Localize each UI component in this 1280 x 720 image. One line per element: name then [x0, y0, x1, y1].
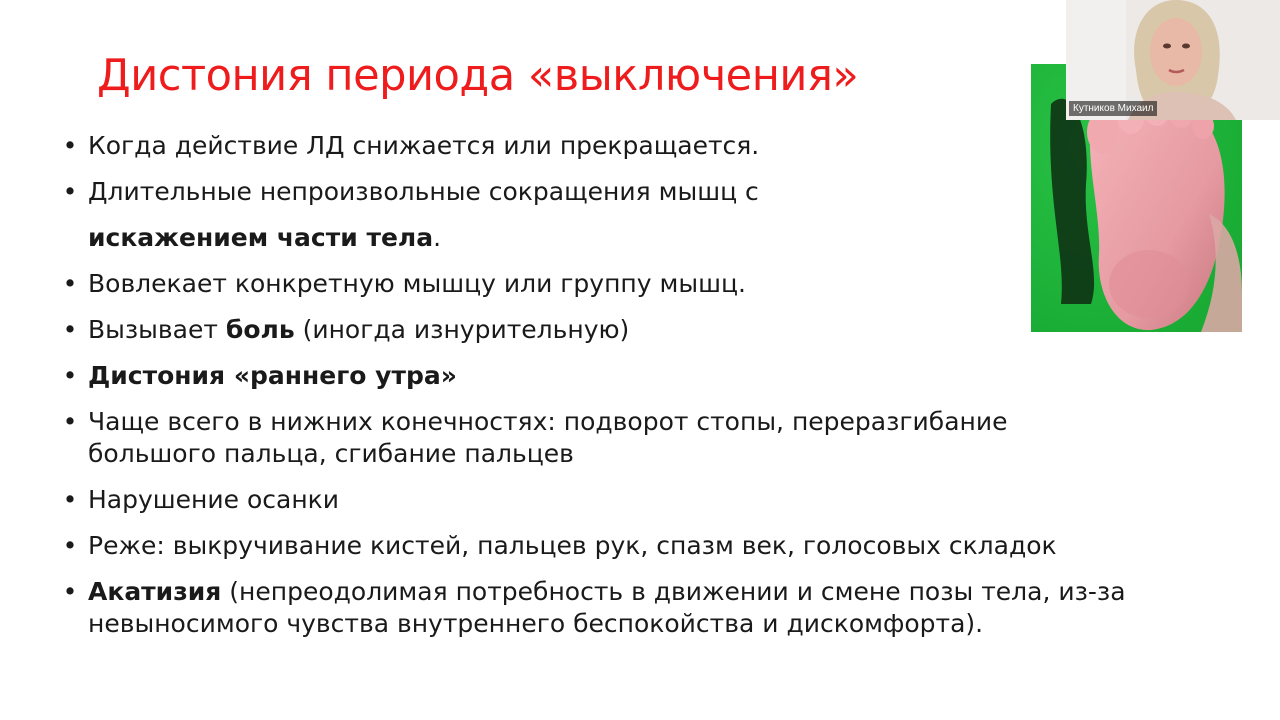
bullet-text: Чаще всего в нижних конечностях: подворот стопы, переразгибание большого пальца, сгибание пальцев — [88, 407, 1008, 468]
bullet-text: Нарушение осанки — [88, 485, 340, 514]
bullet-text: (иногда изнурительную) — [294, 315, 630, 344]
bullet-text: Вовлекает конкретную мышцу или группу мышц. — [88, 269, 746, 298]
webcam-thumbnail[interactable] — [1066, 0, 1280, 120]
bullet-text: Когда действие ЛД снижается или прекращается. — [88, 131, 760, 160]
bullet-text: Реже: выкручивание кистей, пальцев рук, спазм век, голосовых складок — [88, 531, 1057, 560]
bullet-item — [60, 530, 1260, 562]
bullet-text: Вызывает — [88, 315, 226, 344]
bullet-bold-text: искажением части тела — [88, 223, 434, 252]
bullet-bold-text: боль — [225, 315, 295, 344]
bullet-text: (непреодолимая потребность в движении и смене позы тела, из-за невыносимого чувства внутреннего беспокойства и дискомфорта). — [88, 577, 1126, 638]
bullet-text: Длительные непроизвольные сокращения мышц с — [88, 177, 759, 206]
participant-name-label: Кутников Михаил — [1069, 101, 1157, 116]
bullet-item — [60, 406, 1128, 470]
bullet-item — [60, 576, 1248, 640]
bullet-bold-text: Дистония «раннего утра» — [88, 361, 457, 390]
bullet-text: . — [433, 223, 442, 252]
bullet-item — [60, 360, 1260, 392]
slide-title: Дистония периода «выключения» — [97, 50, 859, 101]
bullet-bold-text: Акатизия — [88, 577, 222, 606]
bullet-item — [60, 484, 1260, 516]
